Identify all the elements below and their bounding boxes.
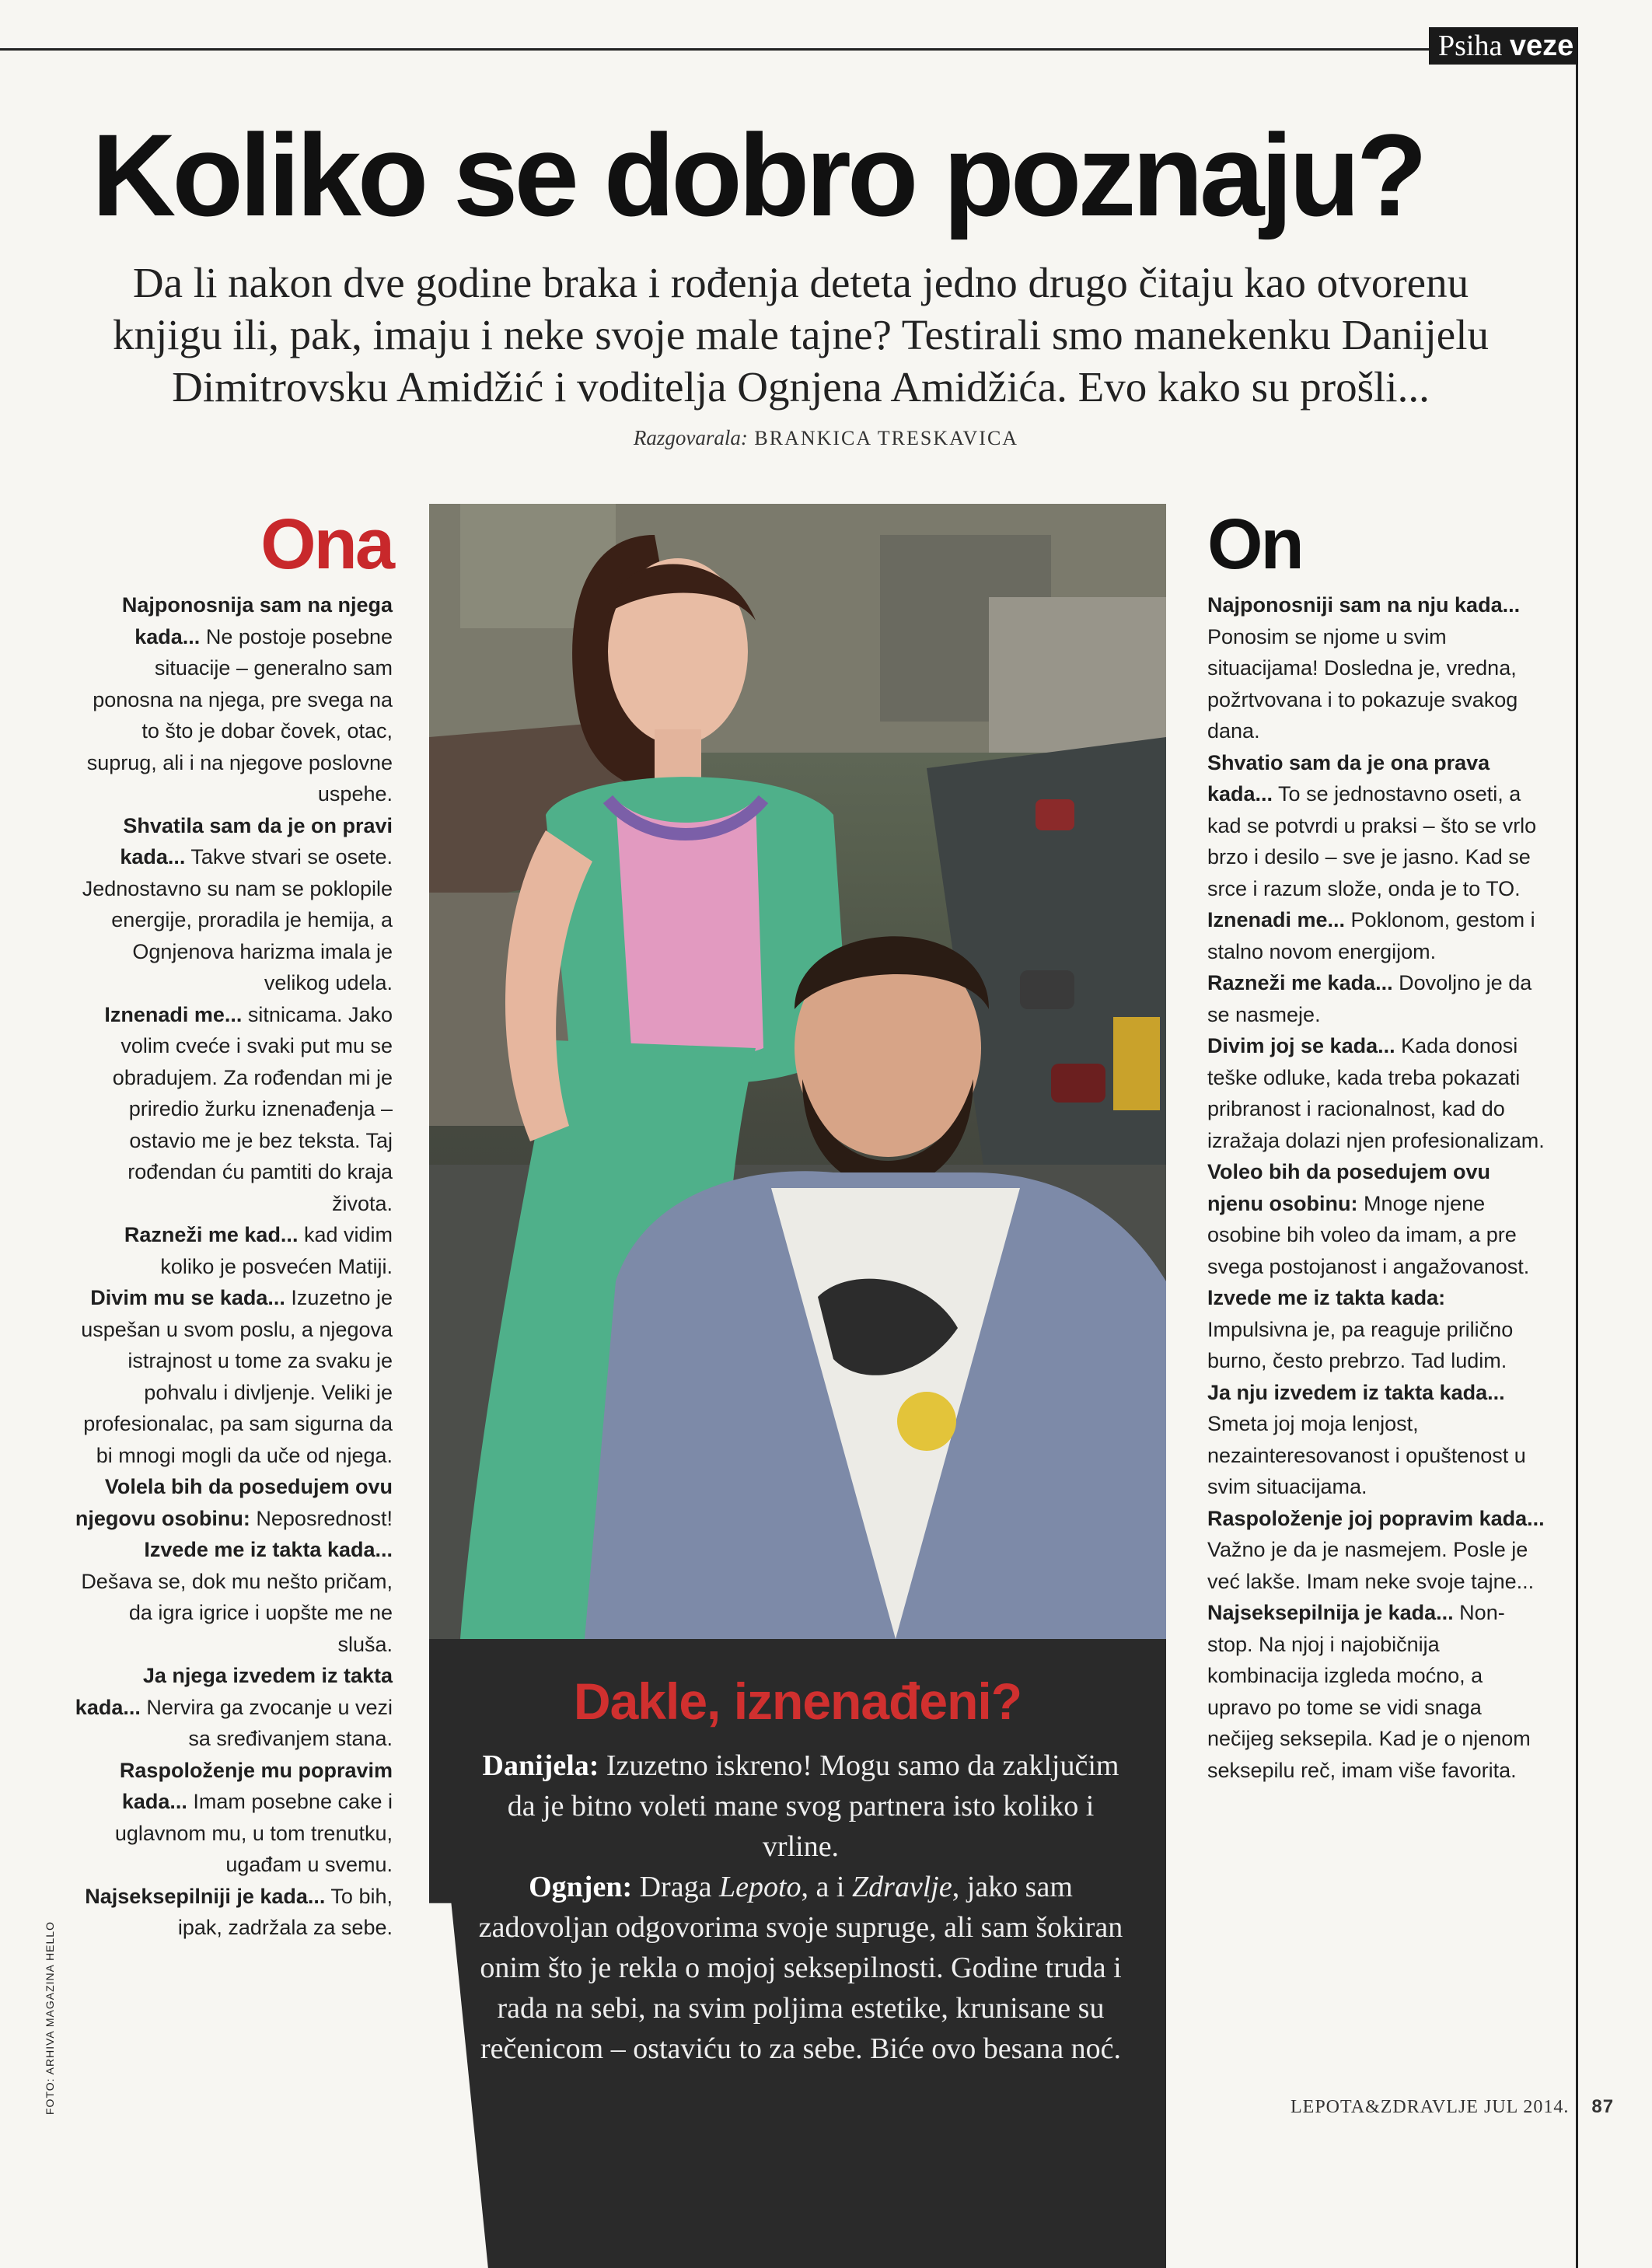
right-column <box>1207 505 1549 1786</box>
question: Divim mu se kada... <box>90 1286 285 1309</box>
answer: Nervira ga zvocanje u vezi sa sređivanjem stana. <box>140 1695 393 1750</box>
article-title: Koliko se dobro poznaju? <box>92 110 1424 240</box>
qa-item <box>1207 904 1549 967</box>
answer: Poklonom, gestom i stalno novom energijom. <box>1207 908 1535 963</box>
question: Razneži me kad... <box>124 1223 299 1246</box>
footer-issue: JUL 2014. <box>1483 2097 1570 2117</box>
question: Shvatio sam da je ona prava kada... <box>1207 750 1490 806</box>
left-column <box>74 505 393 1944</box>
byline <box>0 426 1652 450</box>
right-rule <box>1576 48 1578 2268</box>
qa-item <box>1207 1503 1549 1598</box>
danijela-label: Danijela: <box>482 1749 599 1782</box>
answer: kad vidim koliko je posvećen Matiji. <box>160 1223 393 1278</box>
answer: Smeta joj moja lenjost, nezainteresovanost i opuštenost u svim situacijama. <box>1207 1412 1526 1498</box>
answer: Važno je da je nasmejem. Posle je već lakše. Imam neke svoje tajne... <box>1207 1538 1535 1593</box>
question: Iznenadi me... <box>1207 908 1346 931</box>
question: Razneži me kada... <box>1207 971 1393 994</box>
answer: Mnoge njene osobine bih voleo da imam, a pre svega postojanost i angažovanost. <box>1207 1191 1530 1278</box>
answer: Kada donosi teške odluke, kada treba pokazati pribranost i racionalnost, kad do izražaja dolazi njen profesionalizam. <box>1207 1034 1545 1152</box>
qa-item <box>1207 967 1549 1030</box>
couple-photo-illustration <box>429 504 1166 1639</box>
answer: Ponosim se njome u svim situacijama! Dosledna je, vredna, požrtvovana i to pokazuje svakog dana. <box>1207 624 1518 743</box>
qa-item <box>74 589 393 810</box>
question: Divim joj se kada... <box>1207 1034 1395 1057</box>
question: Izvede me iz takta kada: <box>1207 1286 1446 1309</box>
answer: To se jednostavno oseti, a kad se potvrdi u praksi – što se vrlo brzo i desilo – sve je jasno. Kad se srce i razum slože, onda je to TO. <box>1207 782 1537 900</box>
ognjen-text-2: , a i <box>801 1871 852 1903</box>
qa-item <box>74 999 393 1220</box>
answer: Imam posebne cake i uglavnom mu, u tom trenutku, ugađam u svemu. <box>114 1790 393 1876</box>
danijela-answer <box>466 1746 1135 1867</box>
page-footer <box>1291 2096 1614 2118</box>
question: Izvede me iz takta kada... <box>144 1538 393 1561</box>
qa-item <box>1207 1156 1549 1282</box>
qa-item <box>1207 1597 1549 1786</box>
question: Shvatila sam da je on pravi kada... <box>120 813 393 868</box>
qa-item <box>74 1881 393 1944</box>
question: Ja nju izvedem iz takta kada... <box>1207 1380 1505 1404</box>
answer: Dešava se, dok mu nešto pričam, da igra igrice i uopšte me ne sluša. <box>81 1569 393 1656</box>
qa-item <box>1207 747 1549 905</box>
question: Raspoloženje joj popravim kada... <box>1207 1506 1545 1530</box>
answer: Impulsivna je, pa reaguje prilično burno, često prebrzo. Tad ludim. <box>1207 1317 1514 1372</box>
answer: To bih, ipak, zadržala za sebe. <box>177 1884 393 1939</box>
qa-item <box>74 1219 393 1282</box>
qa-item <box>1207 589 1549 747</box>
question: Ja njega izvedem iz takta kada... <box>75 1664 393 1719</box>
section-tag-bold: veze <box>1509 30 1574 62</box>
ognjen-label: Ognjen: <box>529 1871 633 1903</box>
summary-panel-body <box>466 1746 1135 2069</box>
answer: Neposrednost! <box>250 1506 393 1530</box>
article-lede: Da li nakon dve godine braka i rođenja deteta jedno drugo čitaju kao otvorenu knjigu ili, pak, imaju i neke svoje male tajne? Testirali smo manekenku Danijelu Dimitrovsku Amidžić i voditelja Ognjena Amidžića. Evo kako su prošli... <box>113 259 1489 411</box>
answer: Non-stop. Na njoj i najobičnija kombinacija izgleda moćno, a upravo po tome se vidi snaga nečijeg seksepila. Kad je o njenom seksepilu reč, imam više favorita. <box>1207 1601 1531 1782</box>
footer-magazine: LEPOTA&ZDRAVLJE <box>1291 2097 1479 2117</box>
question: Najponosnija sam na njega kada... <box>121 593 393 648</box>
qa-item <box>1207 1377 1549 1503</box>
ognjen-mag-1: Lepoto <box>718 1871 802 1903</box>
ognjen-text-1: Draga <box>632 1871 719 1903</box>
question: Najseksepilniji je kada... <box>85 1884 326 1908</box>
summary-panel-title: Dakle, iznenađeni? <box>573 1672 1022 1730</box>
byline-label: Razgovarala: <box>633 426 748 449</box>
answer: Izuzetno je uspešan u svom poslu, a njegova istrajnost u tome za svaku je pohvalu i divljenje. Veliki je profesionalac, pa sam sigurna da bi mnogi mogli da uče od njega. <box>81 1286 393 1467</box>
qa-item <box>74 810 393 999</box>
ognjen-text-3: , jako sam zadovoljan odgovorima svoje supruge, ali sam šokiran onim što je rekla o mojoj seksepilnosti. Godine truda i rada na sebi, na svim poljima estetike, krunisane su rečenicom – ostaviću to za sebe. Biće ovo besana noć. <box>478 1871 1123 2065</box>
right-column-heading: On <box>1207 505 1302 584</box>
answer: Takve stvari se osete. Jednostavno su nam se poklopile energije, proradila je hemija, a Ognjenova harizma imala je velikog udela. <box>82 845 393 994</box>
question: Voleo bih da posedujem ovu njenu osobinu: <box>1207 1160 1491 1215</box>
qa-item <box>1207 1282 1549 1377</box>
section-tag-light: Psiha <box>1438 30 1503 62</box>
danijela-text: Izuzetno iskreno! Mogu samo da zaključim da je bitno voleti mane svog partnera isto koliko i vrline. <box>507 1749 1119 1863</box>
question: Iznenadi me... <box>104 1002 243 1026</box>
question: Najponosniji sam na nju kada... <box>1207 593 1521 617</box>
answer: Dovoljno je da se nasmeje. <box>1207 971 1532 1026</box>
qa-item <box>74 1660 393 1755</box>
qa-item <box>74 1471 393 1534</box>
ognjen-answer <box>466 1867 1135 2069</box>
photo-credit: FOTO: ARHIVA MAGAZINA HELLO <box>44 1921 56 2115</box>
couple-photo <box>429 504 1166 1639</box>
top-rule <box>0 48 1450 51</box>
left-column-heading: Ona <box>260 505 393 584</box>
answer: Ne postoje posebne situacije – generalno sam ponosna na njega, pre svega na to što je dobar čovek, otac, suprug, ali i na njegove poslovne uspehe. <box>86 624 393 806</box>
question: Najseksepilnija je kada... <box>1207 1601 1454 1624</box>
qa-item <box>74 1282 393 1471</box>
question: Volela bih da posedujem ovu njegovu osobinu: <box>75 1475 393 1530</box>
page-number: 87 <box>1591 2096 1615 2117</box>
qa-item <box>1207 1030 1549 1156</box>
answer: sitnicama. Jako volim cveće i svaki put mu se obradujem. Za rođendan mi je priredio žurku iznenađenja – ostavio me je bez teksta. Taj rođendan ću pamtiti do kraja života. <box>112 1002 393 1215</box>
byline-author: BRANKICA TRESKAVICA <box>754 427 1019 449</box>
ognjen-mag-2: Zdravlje <box>851 1871 952 1903</box>
qa-item <box>74 1755 393 1881</box>
section-tag <box>1429 27 1578 65</box>
question: Raspoloženje mu popravim kada... <box>119 1758 393 1813</box>
qa-item <box>74 1534 393 1660</box>
